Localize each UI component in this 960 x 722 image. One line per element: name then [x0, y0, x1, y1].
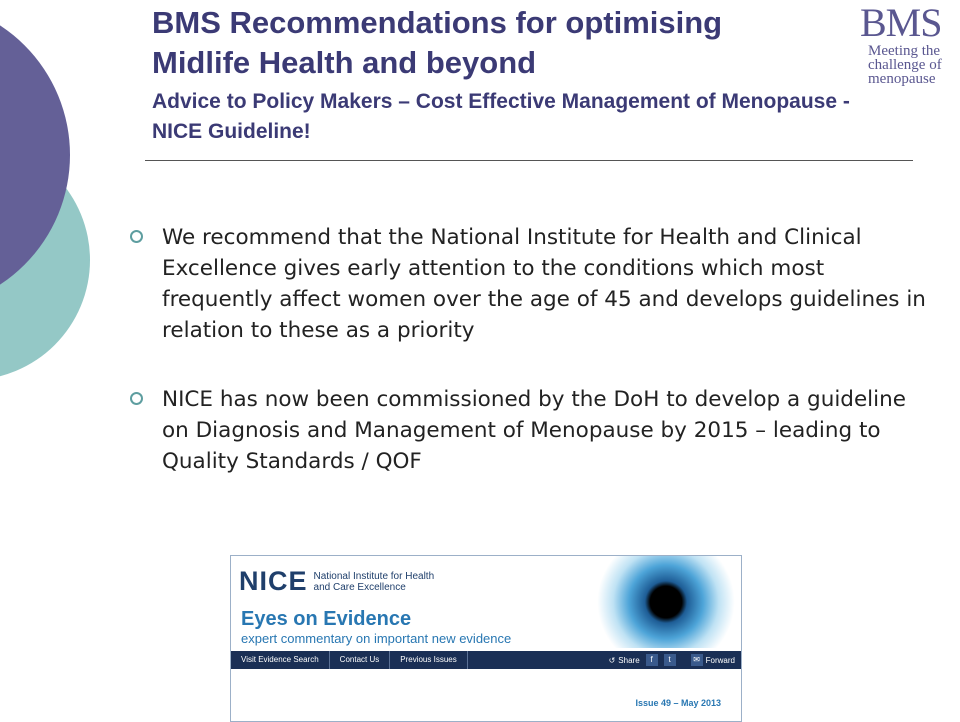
nice-fullname: National Institute for Health and Care Excellence [313, 570, 435, 593]
bullet-item [130, 222, 930, 346]
bms-logo-tagline: Meeting the challenge of menopause [868, 43, 942, 87]
newsletter-title: Eyes on Evidence [241, 608, 412, 630]
bullet-circle-icon [130, 384, 162, 477]
bullet-circle-icon [130, 222, 162, 346]
newsletter-nav [231, 651, 741, 669]
bms-logo-mark: BMS [860, 0, 942, 45]
bullet-text: We recommend that the National Institute for Health and Clinical Excellence gives early attention to the conditions which most frequently affect women over the age of 45 and develops guidelines in relation to these as a priority [162, 225, 926, 343]
title-divider [145, 160, 913, 161]
nice-newsletter-banner [230, 555, 742, 722]
share-button[interactable] [603, 654, 682, 666]
nice-header [239, 566, 454, 597]
slide-title [152, 0, 872, 147]
bullet-text: NICE has now been commissioned by the DoH to develop a guideline on Diagnosis and Management of Menopause by 2015 – leading to Quality Standards / QOF [162, 387, 906, 474]
bullet-list [130, 222, 930, 515]
forward-button[interactable] [682, 654, 741, 666]
nice-logo: NICE [239, 566, 308, 596]
share-label: Share [618, 655, 640, 665]
bullet-item [130, 384, 930, 477]
forward-label: Forward [705, 655, 735, 665]
nav-visit-evidence-search[interactable]: Visit Evidence Search [231, 651, 330, 669]
nav-previous-issues[interactable]: Previous Issues [390, 651, 467, 669]
eye-image [591, 556, 741, 648]
nav-contact-us[interactable]: Contact Us [330, 651, 391, 669]
facebook-icon[interactable]: f [646, 654, 658, 666]
share-icon: ↺ [608, 655, 616, 665]
slide-subtitle: Advice to Policy Makers – Cost Effective Management of Menopause - NICE Guideline! [152, 90, 850, 143]
title-line-2: Midlife Health and beyond [152, 45, 537, 80]
title-line-1: BMS Recommendations for optimising [152, 5, 723, 40]
bms-logo [860, 2, 960, 86]
newsletter-subtitle: expert commentary on important new evidence [241, 631, 512, 646]
mail-icon: ✉ [691, 654, 703, 666]
issue-label: Issue 49 – May 2013 [635, 698, 721, 708]
twitter-icon[interactable]: t [664, 654, 676, 666]
